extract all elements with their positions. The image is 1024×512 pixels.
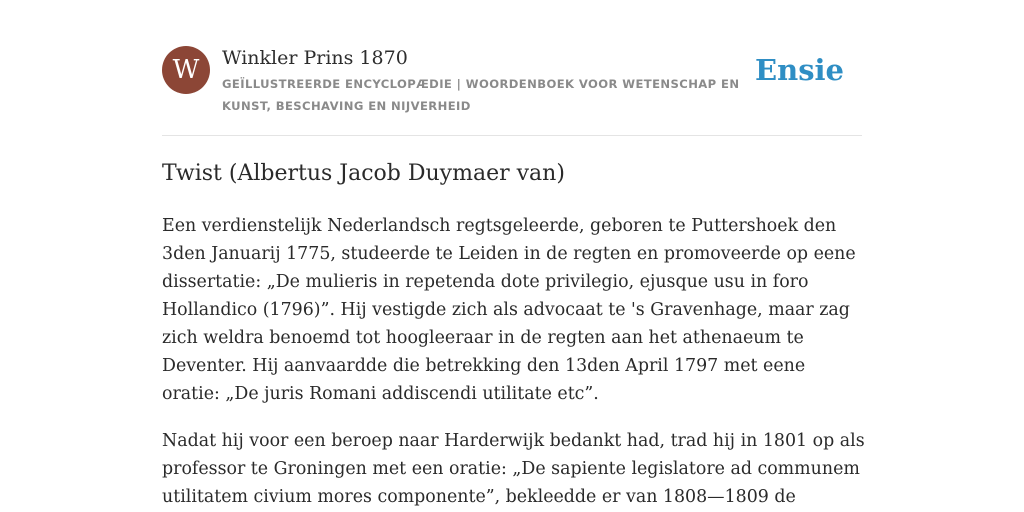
site-header	[162, 46, 862, 136]
avatar[interactable]: W	[162, 46, 210, 94]
page-title: Twist (Albertus Jacob Duymaer van)	[162, 161, 565, 186]
site-subtitle: GEÏLLUSTREERDE ENCYCLOPÆDIE | WOORDENBOEK VOOR WETENSCHAP EN KUNST, BESCHAVING EN NIJVERHEID	[222, 77, 740, 113]
brand-logo[interactable]: Ensie	[755, 53, 844, 87]
header-divider	[162, 135, 862, 136]
article-paragraph: Een verdienstelijk Nederlandsch regtsgeleerde, geboren te Puttershoek den 3den Januarij 1775, studeerde te Leiden in de regten en promoveerde op eene dissertatie: „De mulieris in repetenda dote privilegio, ejusque usu in foro Hollandico (1796)”. Hij vestigde zich als advocaat te 's Gravenhage, maar zag zich weldra benoemd tot hoogleeraar in de regten aan het athenaeum te Deventer. Hij aanvaardde die betrekking den 13den April 1797 met eene oratie: „De juris Romani addiscendi utilitate etc”.	[162, 216, 856, 404]
article-paragraph: Nadat hij voor een beroep naar Harderwijk bedankt had, trad hij in 1801 op als professor te Groningen met een oratie: „De sapiente legislatore ad communem utilitatem civium mores componente”, bekleedde er van 1808—1809 de	[162, 431, 865, 507]
site-title[interactable]: Winkler Prins 1870	[222, 47, 408, 69]
article-body	[162, 212, 867, 512]
